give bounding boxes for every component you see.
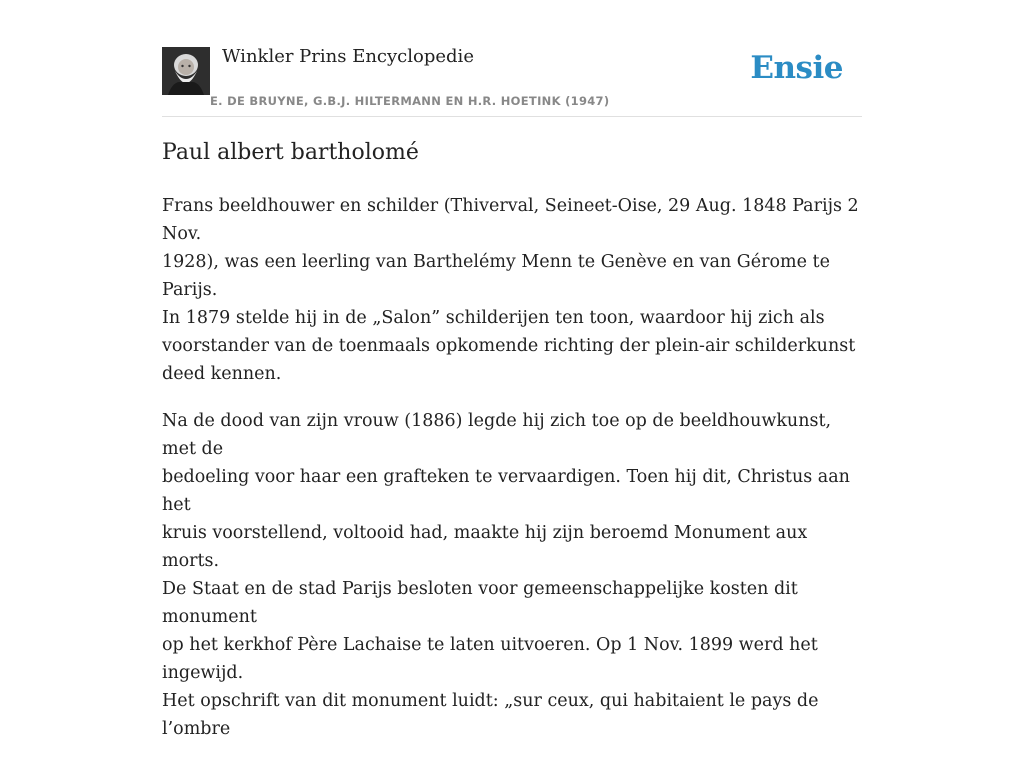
paragraph-line: Het opschrift van dit monument luidt: „sur ceux, qui habitaient le pays de l’ombre [162,691,819,739]
paragraph-line: Frans beeldhouwer en schilder (Thiverval, Seineet-Oise, 29 Aug. 1848 Parijs 2 Nov. [162,196,859,244]
source-title[interactable]: Winkler Prins Encyclopedie [222,46,474,67]
paragraph-line: voorstander van de toenmaals opkomende richting der plein-air schilderkunst [162,336,856,356]
paragraph-line: op het kerkhof Père Lachaise te laten uitvoeren. Op 1 Nov. 1899 werd het ingewijd. [162,635,818,683]
article-paragraph [162,407,864,743]
article-body [162,192,864,762]
source-authors: E. DE BRUYNE, G.B.J. HILTERMANN EN H.R. HOETINK (1947) [210,94,610,108]
paragraph-line: In 1879 stelde hij in de „Salon” schilderijen ten toon, waardoor hij zich als [162,308,825,328]
paragraph-line: 1928), was een leerling van Barthelémy Menn te Genève en van Gérome te Parijs. [162,252,830,300]
source-header [162,45,862,117]
portrait-icon [162,47,210,95]
paragraph-line: deed kennen. [162,364,282,384]
paragraph-line: De Staat en de stad Parijs besloten voor gemeenschappelijke kosten dit monument [162,579,798,627]
entry-title: Paul albert bartholomé [162,140,419,165]
paragraph-line: Na de dood van zijn vrouw (1886) legde hij zich toe op de beeldhouwkunst, met de [162,411,832,459]
ensie-logo-link[interactable]: Ensie [750,50,843,86]
author-avatar[interactable] [162,47,210,95]
paragraph-line: bedoeling voor haar een grafteken te vervaardigen. Toen hij dit, Christus aan het [162,467,850,515]
paragraph-line: kruis voorstellend, voltooid had, maakte hij zijn beroemd Monument aux morts. [162,523,808,571]
article-paragraph [162,192,864,388]
